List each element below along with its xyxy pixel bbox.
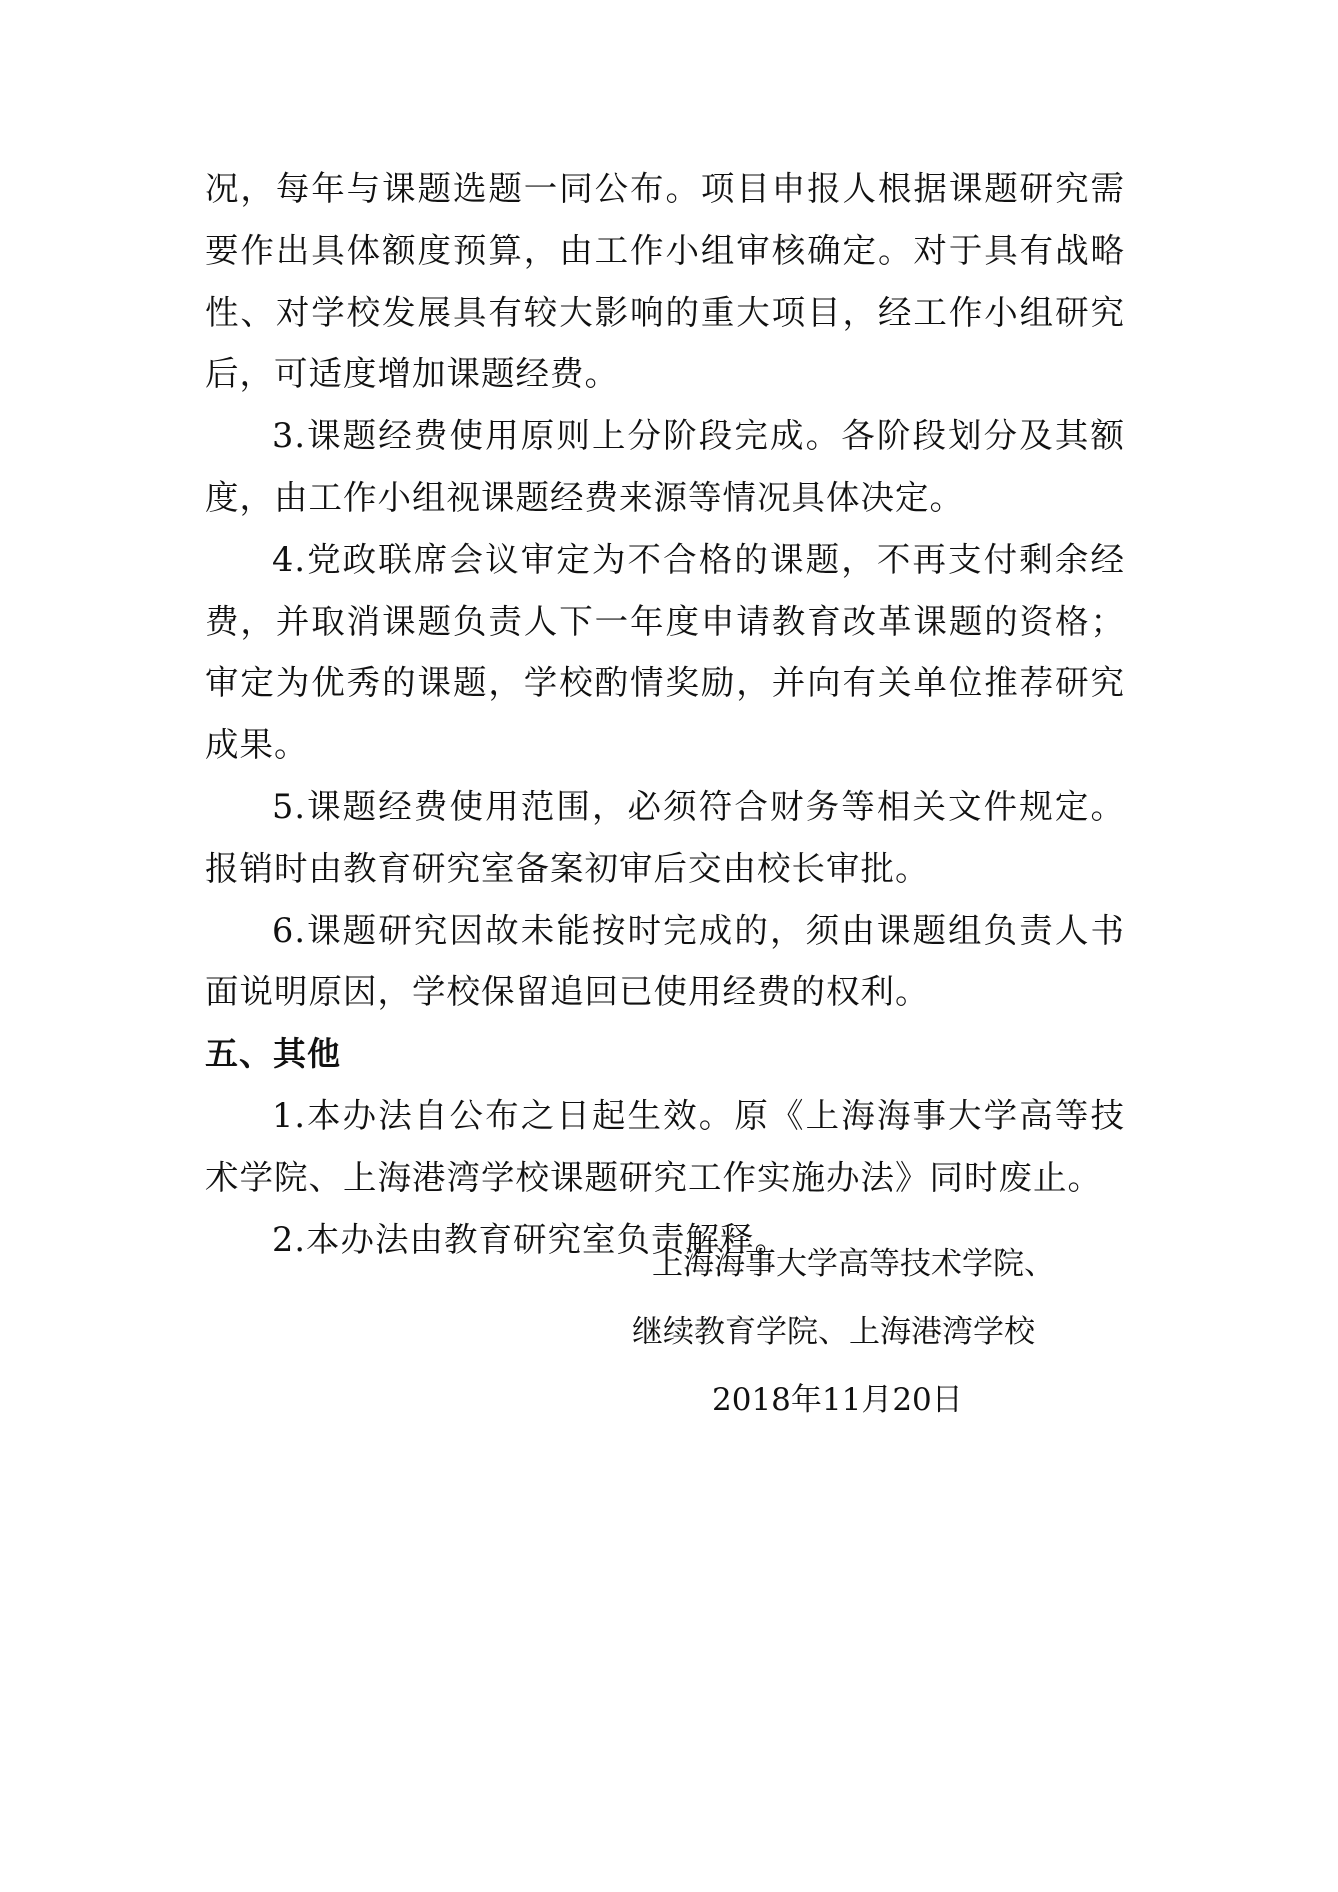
signature-block xyxy=(0,1230,1338,1434)
signature-org-line-1: 上海海事大学高等技术学院、 xyxy=(652,1246,1055,1282)
paragraph-item-5: 5.课题经费使用范围，必须符合财务等相关文件规定。报销时由教育研究室备案初审后交由校长审批。 xyxy=(205,786,1125,888)
paragraph-item-3: 3.课题经费使用原则上分阶段完成。各阶段划分及其额度，由工作小组视课题经费来源等情况具体决定。 xyxy=(205,416,1125,517)
document-body xyxy=(205,158,1125,1270)
paragraph-continuation: 况，每年与课题选题一同公布。项目申报人根据课题研究需要作出具体额度预算，由工作小组审核确定。对于具有战略性、对学校发展具有较大影响的重大项目，经工作小组研究后，可适度增加课题经费。 xyxy=(205,169,1125,394)
section-heading-other: 五、其他 xyxy=(205,1034,341,1074)
signature-date: 2018年11月20日 xyxy=(712,1382,963,1418)
signature-org-line-2: 继续教育学院、上海港湾学校 xyxy=(632,1314,1035,1350)
section-item-1: 1.本办法自公布之日起生效。原《上海海事大学高等技术学院、上海港湾学校课题研究工作实施办法》同时废止。 xyxy=(205,1095,1125,1197)
paragraph-item-6: 6.课题研究因故未能按时完成的，须由课题组负责人书面说明原因，学校保留追回已使用经费的权利。 xyxy=(205,910,1125,1012)
section-item-2: 2.本办法由教育研究室负责解释。 xyxy=(272,1219,789,1259)
paragraph-item-4: 4.党政联席会议审定为不合格的课题，不再支付剩余经费，并取消课题负责人下一年度申请教育改革课题的资格；审定为优秀的课题，学校酌情奖励，并向有关单位推荐研究成果。 xyxy=(205,539,1125,765)
